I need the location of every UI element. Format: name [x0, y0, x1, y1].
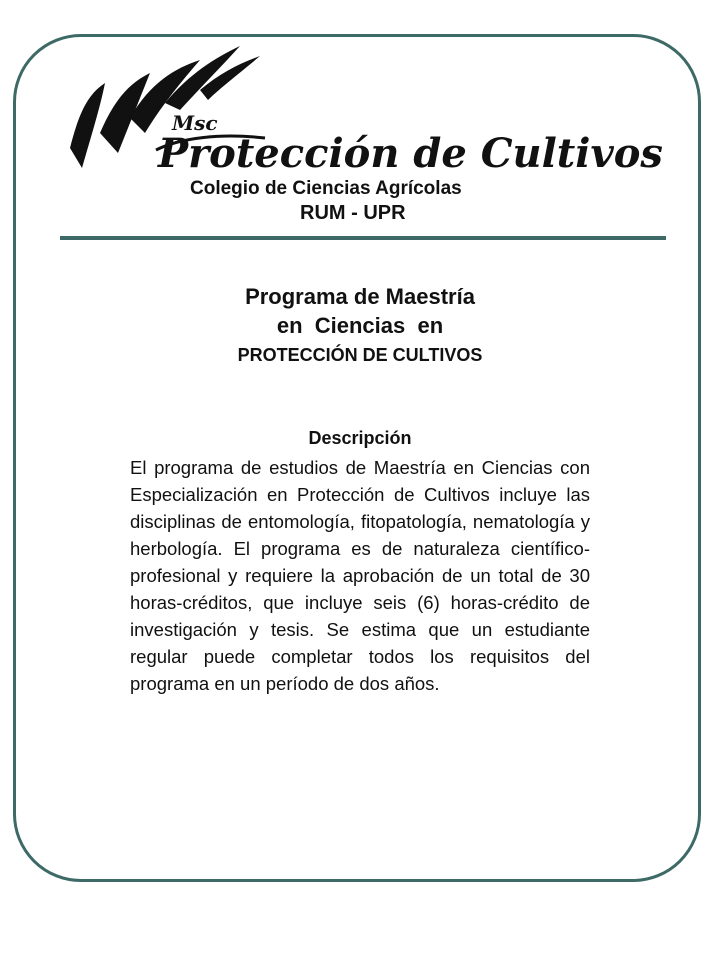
- divider-rule: [60, 236, 666, 240]
- logo-title: Protección de Cultivos: [158, 130, 663, 177]
- logo-subtitle: Colegio de Ciencias Agrícolas: [190, 178, 462, 199]
- program-title-line-1: Programa de Maestría: [245, 284, 475, 309]
- program-title-block: [130, 282, 590, 368]
- description-paragraph: El programa de estudios de Maestría en Ciencias con Especialización en Protección de Cultivos incluye las disciplinas de entomología, fitopatología, nematología y herbología. El programa es de naturaleza científico-profesional y requiere la aprobación de un total de 30 horas-créditos, que incluye seis (6) horas-crédito de investigación y tesis. Se estima que un estudiante regular puede completar todos los requisitos del programa en un período de dos años.: [130, 457, 590, 694]
- program-title-line-3: PROTECCIÓN DE CULTIVOS: [237, 345, 483, 365]
- program-title-line-2: en Ciencias en: [276, 313, 444, 338]
- logo-institution: RUM - UPR: [300, 202, 406, 224]
- program-logo: [60, 38, 663, 238]
- logo-badge: Msc: [172, 111, 218, 135]
- description-heading: Descripción: [308, 428, 412, 448]
